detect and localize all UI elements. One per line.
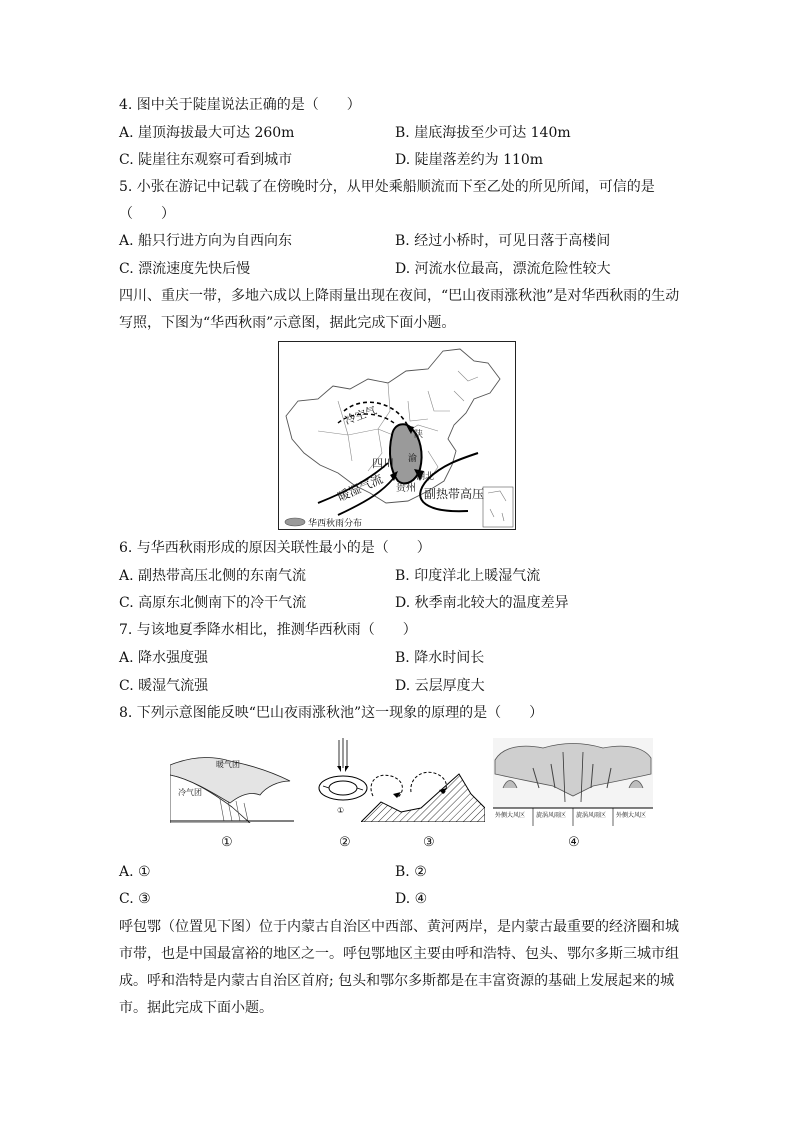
q5-option-b[interactable]: B. 经过小桥时，可见日落于高楼间 <box>395 233 611 249</box>
map-label-subtropical-high: 副热带高压 <box>424 487 485 501</box>
huaxi-autumn-rain-map <box>278 341 516 530</box>
diagram-number-3: ③ <box>423 835 435 850</box>
q6-stem: 6. 与华西秋雨形成的原因关联性最小的是（ ） <box>119 540 431 556</box>
intro1-line2: 写照，下图为“华西秋雨”示意图，据此完成下面小题。 <box>119 315 456 331</box>
map-label-warm-airflow: 暖湿气流 <box>335 471 385 505</box>
q5-stem-line2: （ ） <box>119 206 175 222</box>
q8-option-c[interactable]: C. ③ <box>119 891 151 907</box>
q6-option-a[interactable]: A. 副热带高压北侧的东南气流 <box>119 568 307 584</box>
diagram-4-label-eye-right: 旋涡风雨区 <box>576 812 607 819</box>
q7-option-a[interactable]: A. 降水强度强 <box>119 650 209 666</box>
diagram-3-valley <box>361 768 485 822</box>
q6-option-b[interactable]: B. 印度洋北上暖湿气流 <box>395 568 541 584</box>
intro1-line1: 四川、重庆一带，多地六成以上降雨量出现在夜间，“巴山夜雨涨秋池”是对华西秋雨的生动 <box>119 288 680 304</box>
q7-option-b[interactable]: B. 降水时间长 <box>395 650 485 666</box>
diagram-4-typhoon <box>493 738 653 826</box>
intro2-line3: 成。呼和浩特是内蒙古自治区首府; 包头和鄂尔多斯都是在丰富资源的基础上发展起来的城 <box>119 973 675 989</box>
q7-option-c[interactable]: C. 暖湿气流强 <box>119 678 209 694</box>
q4-option-c[interactable]: C. 陡崖往东观察可看到城市 <box>119 152 293 168</box>
intro2-line2: 市带，也是中国最富裕的地区之一。呼包鄂地区主要由呼和浩特、包头、鄂尔多斯三城市组 <box>119 946 679 962</box>
q4-option-d[interactable]: D. 陡崖落差约为 110m <box>395 152 544 168</box>
q8-option-d[interactable]: D. ④ <box>395 891 428 907</box>
map-label-hubei: 湖北 <box>416 472 435 482</box>
q5-option-d[interactable]: D. 河流水位最高，漂流危险性较大 <box>395 261 611 277</box>
q7-option-d[interactable]: D. 云层厚度大 <box>395 678 485 694</box>
diagram-1-front <box>170 751 294 823</box>
map-label-chongqing: 渝 <box>408 454 418 464</box>
map-label-guizhou: 贵州 <box>396 483 416 494</box>
diagram-4-label-outer-right: 外侧大风区 <box>616 812 647 819</box>
q6-option-d[interactable]: D. 秋季南北较大的温度差异 <box>395 595 569 611</box>
diagram-number-2: ② <box>339 835 351 850</box>
q8-option-a[interactable]: A. ① <box>119 864 151 880</box>
map-label-cold-air: 冷空气 <box>342 403 379 428</box>
intro2-line1: 呼包鄂（位置见下图）位于内蒙古自治区中西部、黄河两岸，是内蒙古最重要的经济圈和城 <box>119 919 679 935</box>
diagram-3-valley-svg <box>361 768 485 822</box>
q8-stem: 8. 下列示意图能反映“巴山夜雨涨秋池”这一现象的原理的是（ ） <box>119 705 544 721</box>
diagram-4-label-eye-left: 旋涡风雨区 <box>536 812 567 819</box>
map-label-sichuan: 四川 <box>372 457 394 470</box>
q4-stem: 4. 图中关于陡崖说法正确的是（ ） <box>119 97 361 113</box>
diagram-4-label-outer-left: 外侧大风区 <box>495 812 526 819</box>
diagram-2-mark: ① <box>337 806 345 815</box>
q6-option-c[interactable]: C. 高原东北侧南下的冷干气流 <box>119 595 307 611</box>
q8-option-b[interactable]: B. ② <box>395 864 427 880</box>
intro2-line4: 市。据此完成下面小题。 <box>119 1000 273 1016</box>
q4-option-b[interactable]: B. 崖底海拔至少可达 140m <box>395 125 571 141</box>
diagram-number-1: ① <box>221 835 233 850</box>
map-legend-label: 华西秋雨分布 <box>308 519 363 529</box>
q5-option-c[interactable]: C. 漂流速度先快后慢 <box>119 261 251 277</box>
q5-stem-line1: 5. 小张在游记中记载了在傍晚时分，从甲处乘船顺流而下至乙处的所见所闻，可信的是 <box>119 179 655 195</box>
q5-option-a[interactable]: A. 船只行进方向为自西向东 <box>119 233 293 249</box>
diagram-number-4: ④ <box>568 835 580 850</box>
q7-stem: 7. 与该地夏季降水相比，推测华西秋雨（ ） <box>119 622 417 638</box>
map-label-shaanxi: 陕 <box>414 430 424 440</box>
q4-option-a[interactable]: A. 崖顶海拔最大可达 260m <box>119 125 295 141</box>
diagram-1-warm-label: 暖气团 <box>216 760 240 769</box>
diagram-1-cold-label: 冷气团 <box>178 788 202 797</box>
